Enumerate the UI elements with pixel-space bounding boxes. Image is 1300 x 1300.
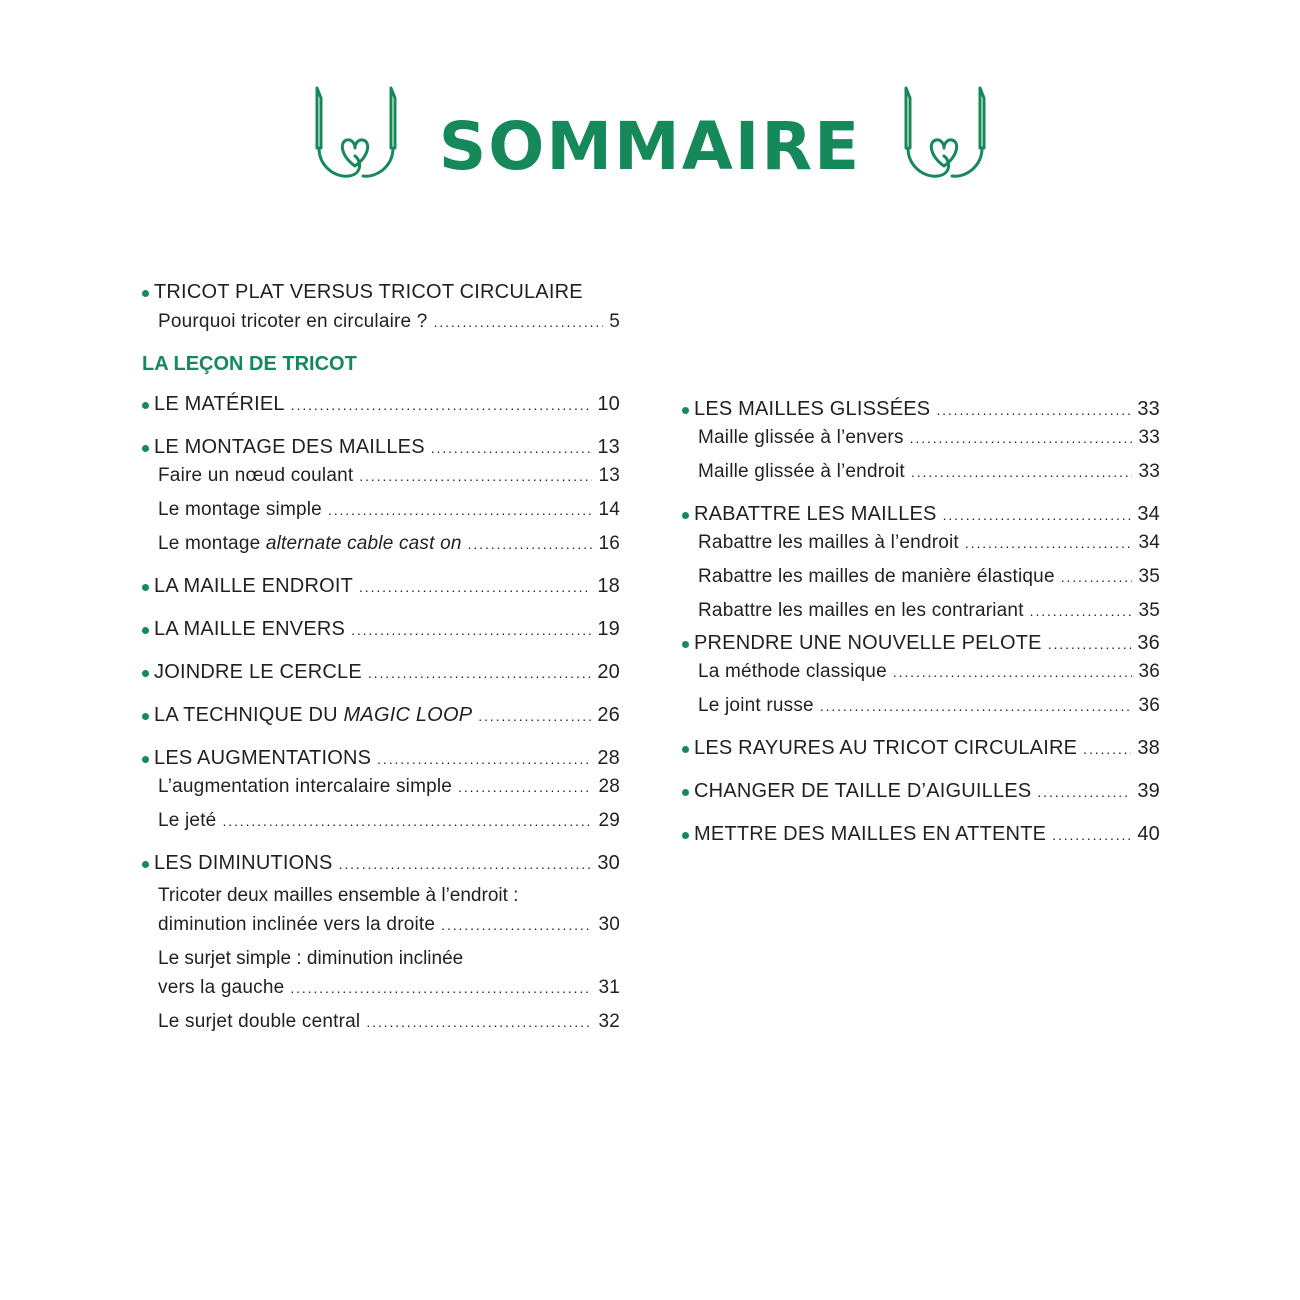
toc-entry-label: Rabattre les mailles en les contrariant (698, 600, 1024, 621)
toc-entry-label: LE MATÉRIEL (154, 393, 285, 415)
toc-entry-label: TRICOT PLAT VERSUS TRICOT CIRCULAIRE (154, 281, 583, 303)
toc-entry-label: LES MAILLES GLISSÉES (694, 398, 931, 420)
dot-leader (1048, 630, 1132, 658)
toc-entry-sub[interactable] (682, 658, 1160, 686)
dot-leader (222, 808, 592, 835)
dot-leader (1030, 598, 1133, 625)
bullet-icon (142, 756, 149, 763)
toc-entry-main[interactable] (682, 734, 1160, 763)
toc-entry-main[interactable] (682, 820, 1160, 849)
dot-leader (1037, 778, 1131, 806)
toc-page-number: 35 (1138, 566, 1160, 587)
bullet-icon (142, 584, 149, 591)
toc-entry-sub[interactable] (682, 692, 1160, 720)
label-italic: MAGIC LOOP (343, 704, 473, 726)
toc-entry-label: L’augmentation intercalaire simple (158, 776, 453, 797)
toc-entry-label: CHANGER DE TAILLE D’AIGUILLES (694, 780, 1032, 802)
toc-page-number: 34 (1137, 503, 1160, 525)
knitting-needles-heart-icon (894, 86, 994, 186)
toc-page-number: 33 (1138, 427, 1160, 448)
toc-page-number: 29 (598, 810, 620, 831)
dot-leader (820, 693, 1133, 720)
bullet-icon (142, 445, 149, 452)
toc-entry-label: Faire un nœud coulant (158, 465, 354, 486)
toc-entry-label: LES DIMINUTIONS (154, 852, 333, 874)
toc-entry-sub[interactable] (142, 496, 620, 524)
bullet-icon (142, 627, 149, 634)
dot-leader (366, 1009, 592, 1036)
toc-entry-sub[interactable] (682, 424, 1160, 452)
dot-leader (943, 501, 1132, 529)
toc-page-number: 20 (597, 661, 620, 683)
toc-entry-label: Le jeté (158, 810, 217, 831)
toc-page-number: 10 (597, 393, 620, 415)
toc-page-number: 33 (1137, 398, 1160, 420)
label-italic: alternate cable cast on (265, 533, 462, 554)
toc-entry-label (154, 701, 472, 729)
toc-entry-main[interactable] (682, 629, 1160, 658)
toc-entry-sub[interactable] (142, 462, 620, 490)
toc-page-number: 34 (1138, 532, 1160, 553)
toc-entry-label: Rabattre les mailles à l’endroit (698, 532, 959, 553)
toc-entry-label-line1: Tricoter deux mailles ensemble à l’endroit : (158, 885, 519, 906)
dot-leader (458, 774, 592, 801)
toc-entry-line2 (158, 911, 620, 939)
toc-page-number: 35 (1138, 600, 1160, 621)
dot-leader (351, 616, 591, 644)
dot-leader (478, 702, 591, 730)
toc-entry-sub[interactable] (142, 807, 620, 835)
dot-leader (377, 745, 591, 773)
toc-page-number: 18 (597, 575, 620, 597)
dot-leader (291, 391, 592, 419)
section-heading: LA LEÇON DE TRICOT (142, 353, 357, 375)
toc-page-number: 13 (598, 465, 620, 486)
toc-right-column (682, 395, 1160, 849)
toc-entry-main[interactable] (142, 744, 620, 773)
toc-entry-sub[interactable] (142, 530, 620, 558)
toc-page-number: 38 (1137, 737, 1160, 759)
toc-page-number: 40 (1137, 823, 1160, 845)
toc-entry-sub[interactable] (682, 563, 1160, 591)
toc-entry-main[interactable] (682, 777, 1160, 806)
toc-entry-sub[interactable] (682, 458, 1160, 486)
toc-entry-label: Pourquoi tricoter en circulaire ? (158, 311, 428, 332)
toc-page-number: 32 (598, 1011, 620, 1032)
bullet-icon (142, 402, 149, 409)
toc-entry-main[interactable] (142, 278, 620, 306)
toc-entry-label: diminution inclinée vers la droite (158, 914, 436, 935)
toc-entry-label: Le surjet double central (158, 1011, 361, 1032)
toc-entry-main[interactable] (682, 500, 1160, 529)
dot-leader (368, 659, 591, 687)
dot-leader (1083, 735, 1131, 763)
dot-leader (359, 573, 591, 601)
bullet-icon (142, 290, 149, 297)
toc-entry-label: JOINDRE LE CERCLE (154, 661, 362, 683)
toc-entry-main[interactable] (142, 433, 620, 462)
dot-leader (910, 425, 1133, 452)
bullet-icon (142, 713, 149, 720)
dot-leader (965, 530, 1133, 557)
bullet-icon (682, 407, 689, 414)
toc-entry-label: METTRE DES MAILLES EN ATTENTE (694, 823, 1047, 845)
toc-page-number: 36 (1137, 632, 1160, 654)
dot-leader (1052, 821, 1131, 849)
toc-page-number: 28 (597, 747, 620, 769)
toc-page-number: 13 (597, 436, 620, 458)
bullet-icon (682, 832, 689, 839)
toc-entry-label: LA MAILLE ENVERS (154, 618, 346, 640)
page-title: SOMMAIRE (438, 108, 862, 185)
page-header (0, 80, 1300, 200)
dot-leader (328, 497, 593, 524)
toc-page-number: 33 (1138, 461, 1160, 482)
toc-page-number: 36 (1138, 661, 1160, 682)
bullet-icon (142, 670, 149, 677)
toc-entry-label: LES RAYURES AU TRICOT CIRCULAIRE (694, 737, 1078, 759)
toc-entry-main[interactable] (142, 615, 620, 644)
bullet-icon (682, 641, 689, 648)
toc-entry-main[interactable] (142, 572, 620, 601)
toc-page-number: 30 (597, 852, 620, 874)
toc-entry-label: LA MAILLE ENDROIT (154, 575, 354, 597)
bullet-icon (682, 746, 689, 753)
toc-entry-label: Maille glissée à l’endroit (698, 461, 905, 482)
toc-entry-sub[interactable] (142, 308, 620, 336)
toc-entry-sub[interactable] (682, 529, 1160, 557)
toc-page-number: 26 (597, 704, 620, 726)
dot-leader (1061, 564, 1133, 591)
toc-page-number: 19 (597, 618, 620, 640)
toc-page-number: 14 (598, 499, 620, 520)
dot-leader (468, 531, 593, 558)
dot-leader (911, 459, 1133, 486)
toc-entry-sub-multiline[interactable] (142, 945, 620, 1002)
bullet-icon (682, 512, 689, 519)
toc-entry-main[interactable] (142, 658, 620, 687)
dot-leader (893, 659, 1133, 686)
dot-leader (359, 463, 592, 490)
toc-page-number: 36 (1138, 695, 1160, 716)
toc-entry-line2 (158, 974, 620, 1002)
toc-entry-label: Rabattre les mailles de manière élastique (698, 566, 1055, 587)
toc-entry-label: Le montage simple (158, 499, 322, 520)
label-plain: Le montage (158, 533, 266, 554)
toc-entry-main[interactable] (142, 701, 620, 730)
toc-entry-main[interactable] (682, 395, 1160, 424)
toc-entry-main[interactable] (142, 390, 620, 419)
toc-entry-label (158, 530, 462, 557)
toc-page-number: 28 (598, 776, 620, 797)
toc-page-number: 30 (598, 914, 620, 935)
toc-page-number: 16 (598, 533, 620, 554)
toc-left-column (142, 278, 620, 1036)
toc-entry-main[interactable] (142, 849, 620, 878)
label-plain: LA TECHNIQUE DU (154, 704, 344, 726)
toc-entry-sub[interactable] (142, 1008, 620, 1036)
toc-entry-label: La méthode classique (698, 661, 887, 682)
toc-entry-label: Le joint russe (698, 695, 814, 716)
bullet-icon (142, 861, 149, 868)
toc-entry-label: vers la gauche (158, 977, 285, 998)
toc-entry-label: LE MONTAGE DES MAILLES (154, 436, 425, 458)
dot-leader (290, 975, 592, 1002)
dot-leader (431, 434, 592, 462)
toc-page-number: 31 (598, 977, 620, 998)
toc-entry-label: RABATTRE LES MAILLES (694, 503, 937, 525)
dot-leader (339, 850, 592, 878)
dot-leader (434, 309, 604, 336)
toc-entry-label: LES AUGMENTATIONS (154, 747, 372, 769)
toc-entry-label: PRENDRE UNE NOUVELLE PELOTE (694, 632, 1042, 654)
dot-leader (441, 912, 592, 939)
toc-page-number: 39 (1137, 780, 1160, 802)
toc-entry-label: Maille glissée à l’envers (698, 427, 904, 448)
toc-page-number: 5 (609, 311, 620, 332)
toc-entry-sub[interactable] (682, 597, 1160, 625)
dot-leader (936, 396, 1131, 424)
bullet-icon (682, 789, 689, 796)
toc-entry-sub[interactable] (142, 773, 620, 801)
toc-entry-label-line1: Le surjet simple : diminution inclinée (158, 948, 464, 969)
toc-entry-sub-multiline[interactable] (142, 882, 620, 939)
